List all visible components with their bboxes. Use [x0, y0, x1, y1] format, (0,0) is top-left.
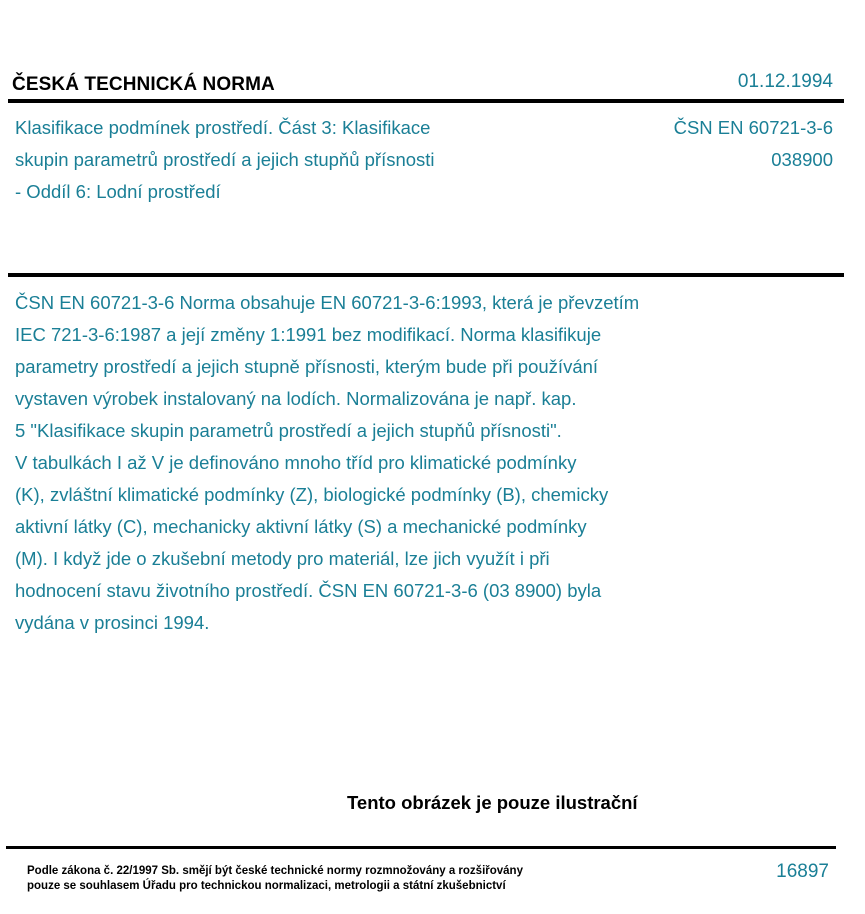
footer-divider: [6, 846, 836, 849]
standard-abstract: [15, 287, 755, 639]
abstract-line: V tabulkách I až V je definováno mnoho tříd pro klimatické podmínky: [15, 452, 577, 473]
standard-title-line-2: skupin parametrů prostředí a jejich stupňů přísnosti: [15, 149, 435, 170]
abstract-line: ČSN EN 60721-3-6 Norma obsahuje EN 60721-3-6:1993, která je převzetím: [15, 292, 640, 313]
abstract-line: hodnocení stavu životního prostředí. ČSN EN 60721-3-6 (03 8900) byla: [15, 580, 602, 601]
standard-title-line-3: - Oddíl 6: Lodní prostředí: [15, 181, 221, 202]
footer-document-number: 16897: [776, 861, 829, 882]
abstract-line: vystaven výrobek instalovaný na lodích. Normalizována je např. kap.: [15, 388, 577, 409]
abstract-line: (K), zvláštní klimatické podmínky (Z), biologické podmínky (B), chemicky: [15, 484, 609, 505]
footer-legal-line: Podle zákona č. 22/1997 Sb. smějí být české technické normy rozmnožovány a rozšiřovány: [27, 865, 523, 877]
abstract-line: aktivní látky (C), mechanicky aktivní látky (S) a mechanické podmínky: [15, 516, 587, 537]
illustration-note: Tento obrázek je pouze ilustrační: [347, 792, 638, 813]
document-header-title: ČESKÁ TECHNICKÁ NORMA: [12, 74, 275, 95]
header-divider: [8, 99, 844, 103]
standard-class-number: 038900: [771, 149, 833, 170]
document-date: 01.12.1994: [737, 71, 833, 92]
abstract-line: IEC 721-3-6:1987 a její změny 1:1991 bez modifikací. Norma klasifikuje: [15, 324, 602, 345]
standard-title-line-1: Klasifikace podmínek prostředí. Část 3: Klasifikace: [15, 117, 431, 138]
standard-code: ČSN EN 60721-3-6: [673, 117, 833, 138]
abstract-line: vydána v prosinci 1994.: [15, 612, 210, 633]
abstract-line: (M). I když jde o zkušební metody pro materiál, lze jich využít i při: [15, 548, 550, 569]
abstract-line: 5 "Klasifikace skupin parametrů prostředí a jejich stupňů přísnosti".: [15, 420, 562, 441]
section-divider: [8, 273, 844, 277]
abstract-line: parametry prostředí a jejich stupně přísnosti, kterým bude při používání: [15, 356, 599, 377]
footer-legal-line: pouze se souhlasem Úřadu pro technickou normalizaci, metrologii a státní zkušebnictví: [27, 880, 506, 892]
footer-legal-note: [27, 864, 523, 894]
